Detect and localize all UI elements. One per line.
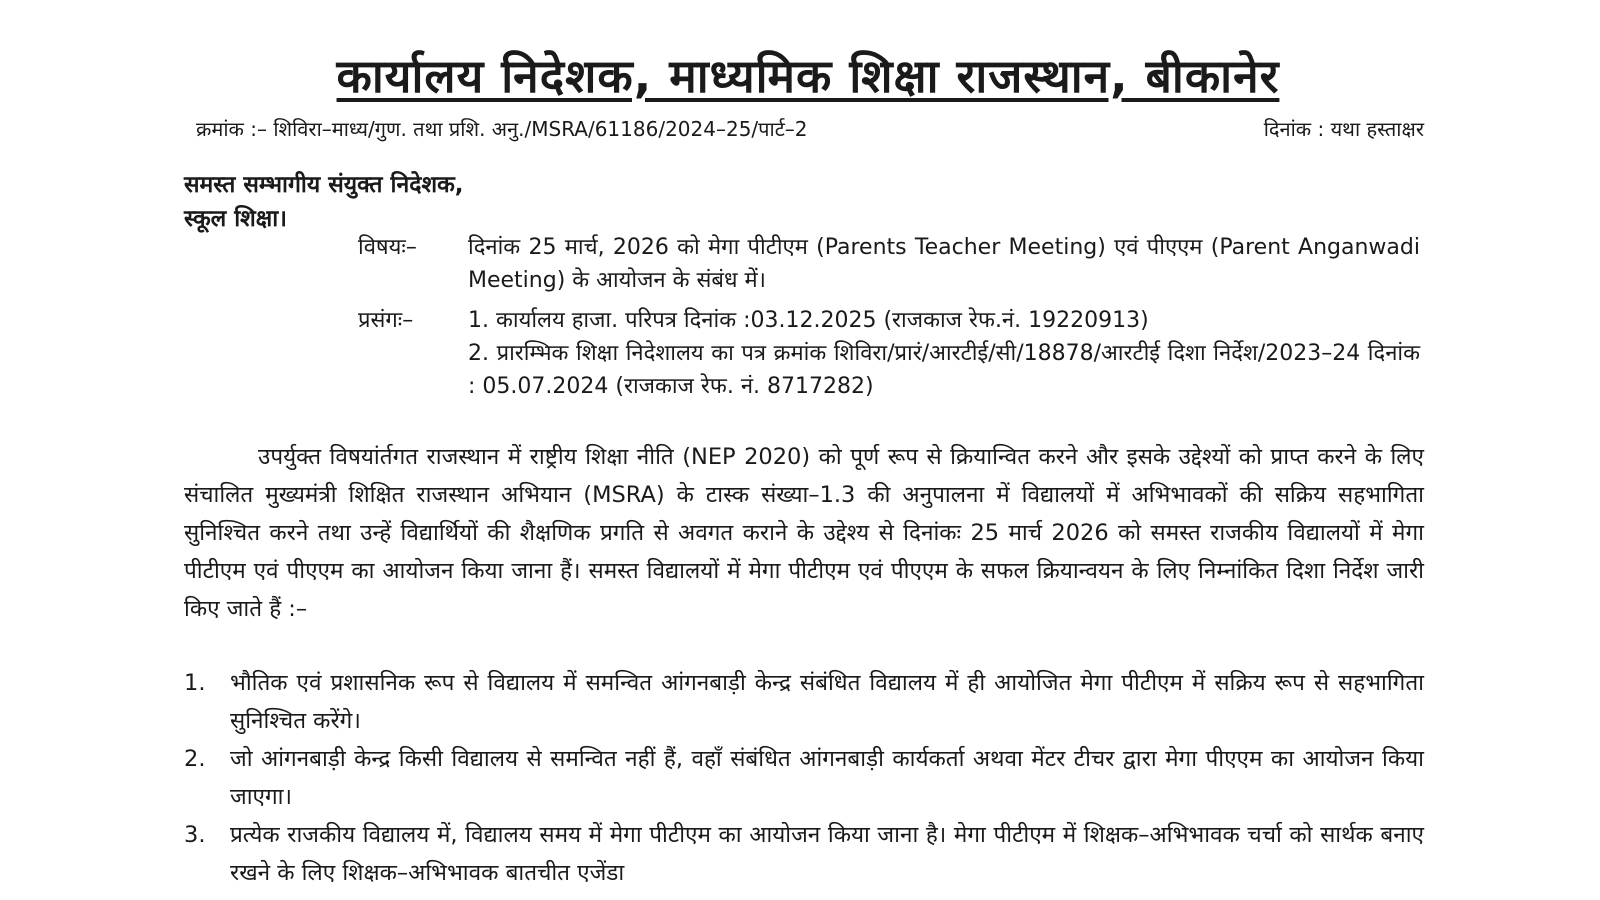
addressee-block: [184, 168, 464, 236]
context-block: [358, 304, 1420, 403]
list-item: [184, 664, 1424, 740]
subject-text: दिनांक 25 मार्च, 2026 को मेगा पीटीएम (Parents Teacher Meeting) एवं पीएएम (Parent Anganwadi Meeting) के आयोजन के संबंध में।: [468, 235, 1420, 293]
list-item-text: जो आंगनबाड़ी केन्द्र किसी विद्यालय से समन्वित नहीं हैं, वहाँ संबंधित आंगनबाड़ी कार्यकर्ता अथवा मेंटर टीचर द्वारा मेगा पीएएम का आयोजन किया जाएगा।: [230, 746, 1424, 810]
subject-block: [358, 231, 1420, 297]
context-item: 1. कार्यालय हाजा. परिपत्र दिनांक :03.12.2025 (राजकाज रेफ.नं. 19220913): [468, 308, 1149, 333]
list-item: [184, 740, 1424, 816]
subject-label: विषयः–: [358, 235, 417, 260]
reference-row: [196, 116, 1424, 142]
office-title: कार्यालय निदेशक, माध्यमिक शिक्षा राजस्थान, बीकानेर: [336, 49, 1280, 103]
list-item-number: 3.: [184, 822, 206, 848]
list-item-text: प्रत्येक राजकीय विद्यालय में, विद्यालय समय में मेगा पीटीएम का आयोजन किया जाना है। मेगा पीटीएम में शिक्षक–अभिभावक चर्चा को सार्थक बनाए रखने के लिए शिक्षक–अभिभावक बातचीत एजेंडा: [230, 822, 1424, 886]
body-paragraph: उपर्युक्त विषयांर्तगत राजस्थान में राष्ट्रीय शिक्षा नीति (NEP 2020) को पूर्ण रूप से क्रियान्वित करने और इसके उद्देश्यों को प्राप्त करने के लिए संचालित मुख्यमंत्री शिक्षित राजस्थान अभियान (MSRA) के टास्क संख्या–1.3 की अनुपालना में विद्यालयों में अभिभावकों की सक्रिय सहभागिता सुनिश्चित करने तथा उन्हें विद्यार्थियों की शैक्षणिक प्रगति से अवगत कराने के उद्देश्य से दिनांकः 25 मार्च 2026 को समस्त राजकीय विद्यालयों में मेगा पीटीएम एवं पीएएम का आयोजन किया जाना हैं। समस्त विद्यालयों में मेगा पीटीएम एवं पीएएम के सफल क्रियान्वयन के लिए निम्नांकित दिशा निर्देश जारी किए जाते हैं :–: [184, 444, 1424, 622]
document-date: दिनांक : यथा हस्ताक्षर: [1263, 117, 1424, 141]
list-item-text: भौतिक एवं प्रशासनिक रूप से विद्यालय में समन्वित आंगनबाड़ी केन्द्र संबंधित विद्यालय में ही आयोजित मेगा पीटीएम में सक्रिय रूप से सहभागिता सुनिश्चित करेंगे।: [230, 670, 1424, 734]
list-item-number: 1.: [184, 670, 206, 696]
list-item: [184, 816, 1424, 892]
context-item: 2. प्रारम्भिक शिक्षा निदेशालय का पत्र क्रमांक शिविरा/प्रारं/आरटीई/सी/18878/आरटीई दिशा निर्देश/2023–24 दिनांक : 05.07.2024 (राजकाज रेफ. नं. 8717282): [468, 341, 1420, 399]
context-label: प्रसंगः–: [358, 308, 414, 333]
addressee-line-1: समस्त सम्भागीय संयुक्त निदेशक,: [184, 172, 464, 198]
list-item-number: 2.: [184, 746, 206, 772]
guideline-list: [184, 664, 1424, 892]
context-items: [468, 304, 1420, 403]
addressee-line-2: स्कूल शिक्षा।: [184, 206, 287, 232]
reference-number: क्रमांक :– शिविरा–माध्य/गुण. तथा प्रशि. अनु./MSRA/61186/2024–25/पार्ट–2: [196, 117, 808, 141]
